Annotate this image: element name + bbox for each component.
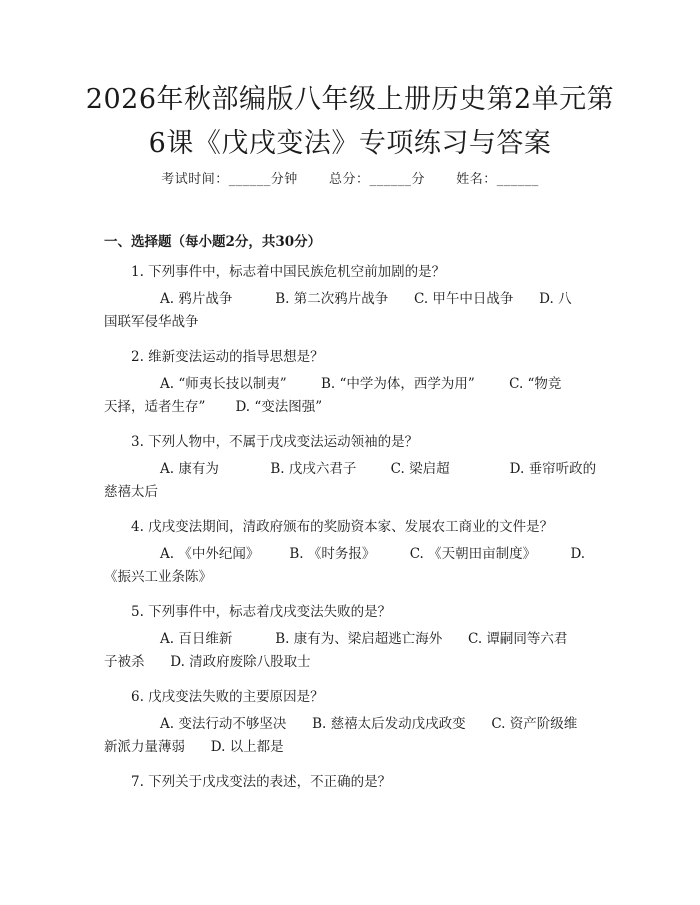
student-name: 姓名：______	[456, 172, 539, 187]
question-6: 6. 戊戌变法失败的主要原因是？	[131, 689, 324, 705]
question-3: 3. 下列人物中，不属于戊戌变法运动领袖的是？	[131, 434, 419, 450]
question-4-options: A. 《中外纪闻》 B. 《时务报》 C. 《天朝田亩制度》 D. 《振兴工业条陈》	[104, 546, 586, 585]
question-1-options: A. 鸦片战争 B. 第二次鸦片战争 C. 甲午中日战争 D. 八 国联军侵华战争	[104, 291, 572, 330]
question-2-options: A. “师夷长技以制夷” B. “中学为体，西学为用” C. “物竞 天择，适者生存” D. “变法图强”	[104, 376, 562, 415]
doc-title-line-1: 2026年秋部编版八年级上册历史第2单元第	[85, 84, 615, 115]
exam-time: 考试时间：______分钟	[161, 172, 298, 187]
question-2: 2. 维新变法运动的指导思想是？	[131, 349, 324, 365]
question-3-options: A. 康有为 B. 戊戌六君子 C. 梁启超 D. 垂帘听政的 慈禧太后	[104, 461, 597, 500]
section-heading: 一、选择题（每小题2分，共30分）	[104, 234, 322, 250]
question-4: 4. 戊戌变法期间，清政府颁布的奖励资本家、发展农工商业的文件是？	[131, 519, 554, 535]
question-5-options: A. 百日维新 B. 康有为、梁启超逃亡海外 C. 谭嗣同等六君 子被杀 D. 清政府废除八股取士	[104, 631, 568, 670]
question-6-options: A. 变法行动不够坚决 B. 慈禧太后发动戊戌政变 C. 资产阶级维 新派力量薄弱 D. 以上都是	[104, 716, 578, 755]
question-5: 5. 下列事件中，标志着戊戌变法失败的是？	[131, 604, 392, 620]
exam-score: 总分：______分	[328, 172, 425, 187]
question-1: 1. 下列事件中，标志着中国民族危机空前加剧的是？	[131, 264, 446, 280]
exam-info	[0, 168, 700, 187]
doc-title-line-2: 6课《戊戌变法》专项练习与答案	[148, 128, 552, 159]
question-7: 7. 下列关于戊戌变法的表述，不正确的是？	[131, 774, 392, 790]
